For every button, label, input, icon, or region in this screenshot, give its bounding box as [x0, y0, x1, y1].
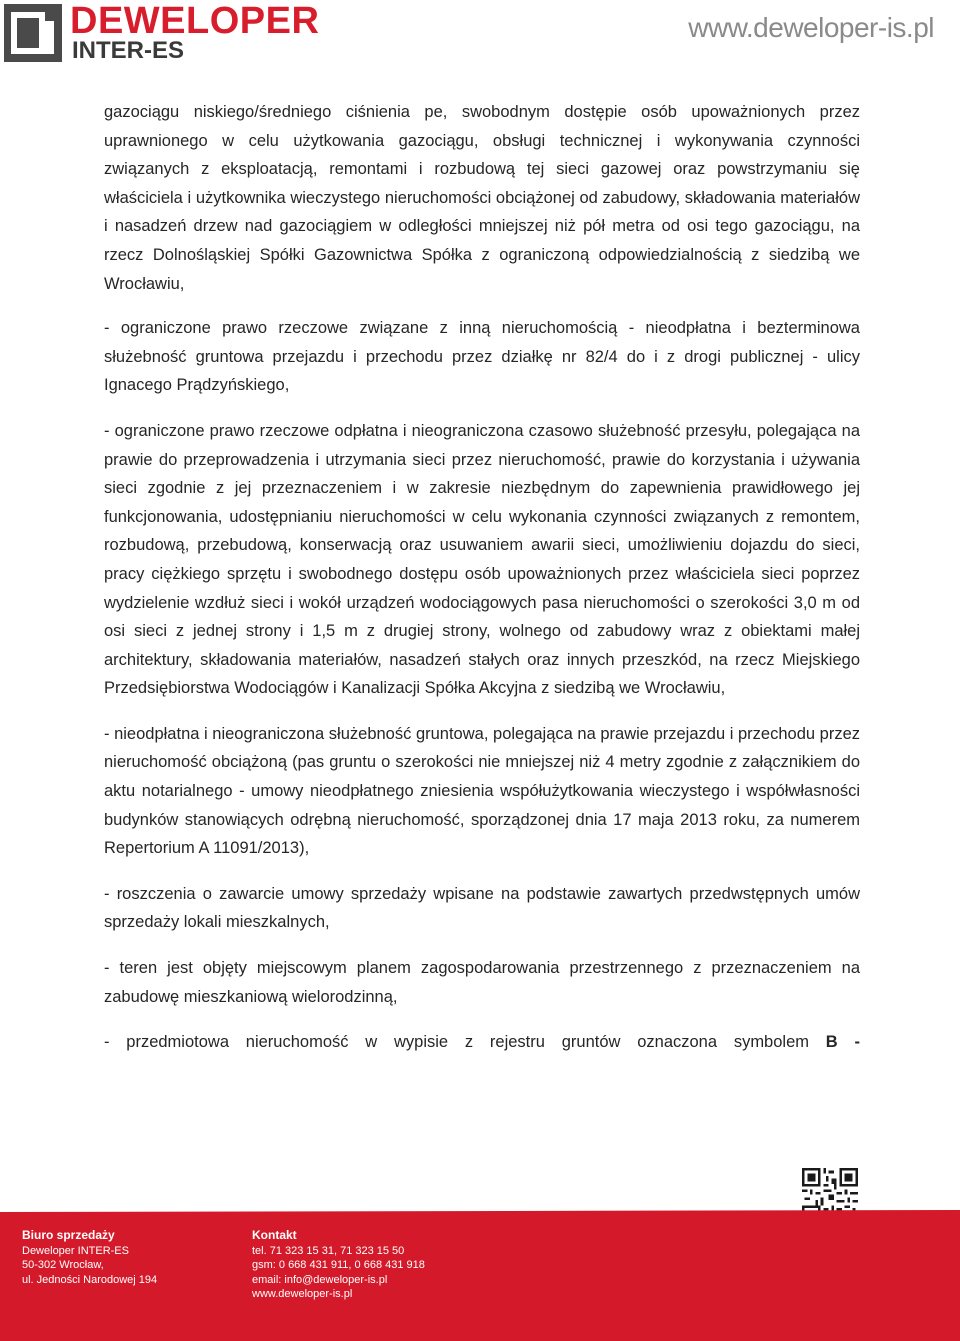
paragraph-land-easement: - nieodpłatna i nieograniczona służebność gruntowa, polegająca na prawie przejazdu i przechodu przez nieruchomość obciążoną (pas gruntu o szerokości nie mniejszej niż 4 metry zgodnie z załącznikiem do aktu notarialnego - umowy nieodpłatnego zniesienia współużytkowania wieczystego i współwłasności budynków stanowiących odrębną nieruchomość, sporządzonej dnia 17 maja 2013 roku, za numerem Repertorium A 11091/2013),	[104, 724, 860, 858]
logo-title: DEWELOPER	[70, 0, 320, 42]
contact-email[interactable]: email: info@deweloper-is.pl	[252, 1273, 388, 1286]
contact-heading: Kontakt	[252, 1228, 297, 1242]
paragraph-sale-claims: - roszczenia o zawarcie umowy sprzedaży wpisane na podstawie zawartych przedwstępnych umów sprzedaży lokali mieszkalnych,	[104, 884, 860, 932]
paragraph-gas-pipeline: gazociągu niskiego/średniego ciśnienia pe, swobodnym dostępie osób upoważnionych przez uprawnionego w celu użytkowania gazociągu, obsługi technicznej i wykonywania czynności związanych z eksploatacją, remontami i rozbudową tej sieci gazowej oraz powstrzymaniu się właściciela i użytkownika wieczystego nieruchomości obciążonej od zabudowy, składowania materiałów i nasadzeń drzew nad gazociągiem w odległości mniejszej niż pół metra od osi tego gazociągu, na rzecz Dolnośląskiej Spółki Gazownictwa Spółka z ograniczoną odpowiedzialnością z siedzibą we Wrocławiu,	[104, 103, 860, 293]
logo-subtitle: INTER-ES	[72, 37, 185, 64]
logo-mark-icon	[4, 4, 62, 62]
sales-office-company: Deweloper INTER-ES	[22, 1244, 129, 1257]
contact-mobile[interactable]: gsm: 0 668 431 911, 0 668 431 918	[252, 1259, 425, 1271]
footer-contact	[252, 1228, 425, 1302]
sales-office-street: ul. Jedności Narodowej 194	[22, 1273, 158, 1286]
paragraph-land-register	[104, 1028, 860, 1057]
contact-website[interactable]: www.deweloper-is.pl	[252, 1288, 353, 1300]
website-url[interactable]: www.deweloper-is.pl	[688, 12, 934, 43]
paragraph-transmission-easement: - ograniczone prawo rzeczowe odpłatna i nieograniczona czasowo służebność przesyłu, polegająca na prawie do przeprowadzenia i utrzymania sieci przez nieruchomość, prawie do korzystania i używania sieci zgodnie z jej przeznaczeniem i w zakresie niezbędnym do zapewnienia prawidłowego jej funkcjonowania, udostępnianiu nieruchomości w celu wykonania czynności związanych z remontem, rozbudową, przebudową, konserwacją oraz usuwaniem awarii sieci, umożliwieniu dojazdu do sieci, pracy ciężkiego sprzętu i swobodnego dostępu osób upoważnionych przez właściciela sieci poprzez wydzielenie wzdłuż sieci i wokół urządzeń wodociągowych pasa nieruchomości o szerokości 3,0 m od osi sieci z jednej strony i 1,5 m z drugiej strony, wolnego od zabudowy wraz z obiektami małej architektury, składowania materiałów, nasadzeń stałych oraz innych przeszkód, na rzecz Miejskiego Przedsiębiorstwa Wodociągów i Kanalizacji Spółka Akcyjna z siedzibą we Wrocławiu,	[104, 421, 860, 698]
sales-office-city: 50-302 Wrocław,	[22, 1259, 104, 1271]
land-register-text: - przedmiotowa nieruchomość w wypisie z rejestru gruntów oznaczona symbolem	[104, 1033, 826, 1052]
contact-phone[interactable]: tel. 71 323 15 31, 71 323 15 50	[252, 1244, 405, 1257]
paragraph-zoning-plan: - teren jest objęty miejscowym planem zagospodarowania przestrzennego z przeznaczeniem na zabudowę mieszkaniową wielorodzinną,	[104, 959, 860, 1006]
document-body	[104, 98, 860, 1057]
paragraph-easement-passage: - ograniczone prawo rzeczowe związane z inną nieruchomością - nieodpłatna i bezterminowa służebność gruntowa przejazdu i przechodu przez działkę nr 82/4 do i z drogi publicznej - ulicy Ignacego Prądzyńskiego,	[104, 319, 860, 395]
company-logo	[4, 0, 320, 64]
footer-sales-office	[22, 1228, 157, 1287]
sales-office-heading: Biuro sprzedaży	[22, 1228, 115, 1242]
footer-fold-decoration	[0, 1210, 960, 1220]
land-register-symbol: B -	[825, 1033, 860, 1052]
